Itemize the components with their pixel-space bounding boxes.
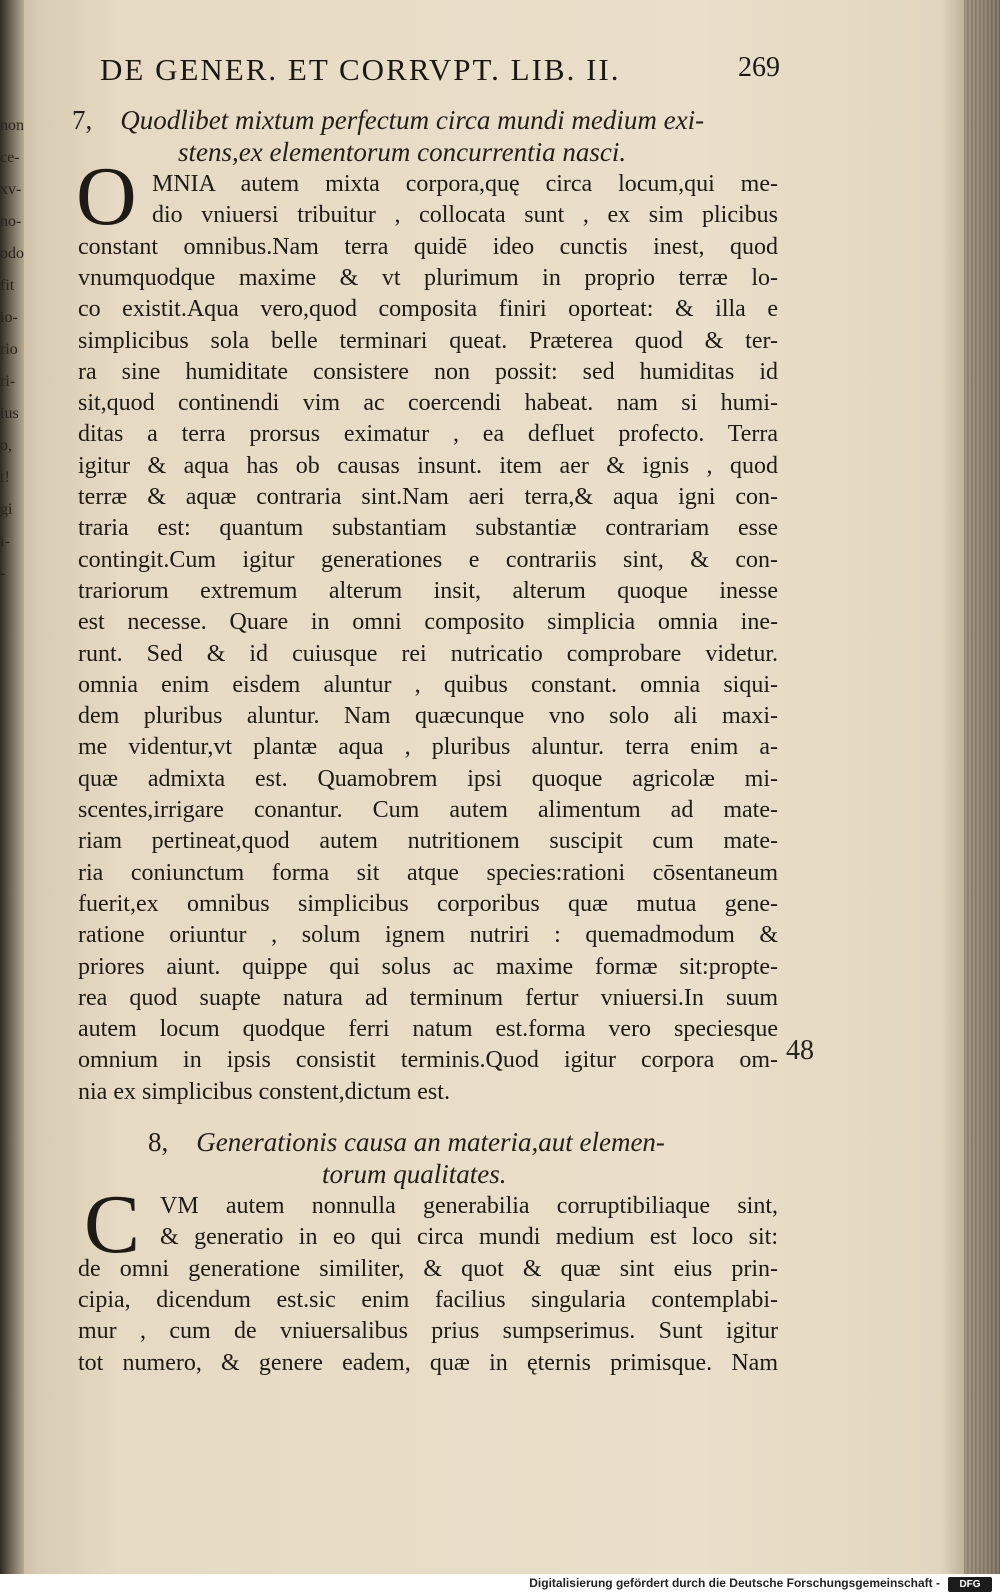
running-head-title: DE GENER. ET CORRVPT. LIB. II. bbox=[100, 52, 621, 87]
previous-page-fragment: i- bbox=[0, 533, 10, 550]
chapter-7-heading-line-2: stens,ex elementorum concurrentia nasci. bbox=[178, 137, 627, 167]
chapter7-line: priores aiunt. quippe qui solus ac maxime formæ sit:propte- bbox=[78, 953, 778, 980]
chapter7-line: omnium in ipsis consistit terminis.Quod igitur corpora om- bbox=[78, 1047, 778, 1074]
chapter7-line: omnia enim eisdem aluntur , quibus constant. omnia siqui- bbox=[78, 671, 778, 698]
chapter7-line: co existit.Aqua vero,quod composita finiri oporteat: & illa e bbox=[78, 296, 778, 323]
chapter8-line: tot numero, & genere eadem, quæ in ęternis primisque. Nam bbox=[78, 1349, 778, 1376]
previous-page-fragment: fit bbox=[0, 277, 15, 294]
chapter7-line: dio vniuersi tribuitur , collocata sunt , ex sim plicibus bbox=[152, 202, 778, 229]
chapter7-line: me videntur,vt plantæ aqua , pluribus aluntur. terra enim a- bbox=[78, 734, 778, 761]
previous-page-fragment: gi bbox=[0, 501, 13, 518]
chapter7-line: MNIA autem mixta corpora,quę circa locum,qui me- bbox=[152, 171, 778, 197]
previous-page-fragment: rio bbox=[0, 341, 18, 358]
previous-page-fragment: odo bbox=[0, 245, 24, 262]
chapter-7-heading-line-1 bbox=[72, 104, 704, 136]
chapter7-line: riam pertineat,quod autem nutritionem suscipit cum mate- bbox=[78, 828, 778, 855]
previous-page-fragment: ce- bbox=[0, 149, 20, 166]
chapter7-line: contingit.Cum igitur generationes e contrariis sint, & con- bbox=[78, 546, 778, 573]
previous-page-fragment: xv- bbox=[0, 181, 22, 198]
chapter7-line: dem pluribus aluntur. Nam quæcunque vno solo ali maxi- bbox=[78, 703, 778, 730]
chapter7-line: trariorum extremum alterum insit, alterum quoque inesse bbox=[78, 577, 778, 604]
dfg-logo: DFG bbox=[948, 1577, 992, 1592]
funding-credit: Digitalisierung gefördert durch die Deutsche Forschungsgemeinschaft - bbox=[529, 1576, 940, 1590]
chapter-8-number: 8, bbox=[148, 1127, 169, 1157]
chapter7-line: est necesse. Quare in omni composito simplicia omnia ine- bbox=[78, 609, 778, 636]
chapter8-line: VM autem nonnulla generabilia corruptibiliaque sint, bbox=[160, 1193, 778, 1219]
chapter7-line: nia ex simplicibus constent,dictum est. bbox=[78, 1078, 450, 1105]
chapter7-line: igitur & aqua has ob causas insunt. item aer & ignis , quod bbox=[78, 452, 778, 479]
chapter-8-heading-text-1: Generationis causa an materia,aut elemen- bbox=[196, 1127, 665, 1157]
previous-page-fragment: non bbox=[0, 117, 24, 134]
chapter-8-heading-line-1 bbox=[148, 1126, 665, 1158]
chapter7-line: runt. Sed & id cuiusque rei nutricatio comprobare videtur. bbox=[78, 640, 778, 667]
chapter7-line: quæ admixta est. Quamobrem ipsi quoque agricolæ mi- bbox=[78, 765, 778, 792]
chapter-7-drop-cap: O bbox=[76, 150, 137, 243]
chapter7-line: ra sine humiditate consistere non possit: sed humiditas id bbox=[78, 358, 778, 385]
chapter7-line: traria est: quantum substantiam substantiæ contrariam esse bbox=[78, 515, 778, 542]
previous-page-fragment: no- bbox=[0, 213, 22, 230]
chapter-7-heading-text-1: Quodlibet mixtum perfectum circa mundi medium exi- bbox=[120, 105, 705, 135]
chapter7-line: ditas a terra prorsus eximatur , ea defluet profecto. Terra bbox=[78, 421, 778, 448]
previous-page-fragment: ius bbox=[0, 405, 19, 422]
previous-page-fragments bbox=[0, 110, 24, 590]
previous-page-edge bbox=[0, 0, 24, 1574]
chapter8-line: mur , cum de vniuersalibus prius sumpserimus. Sunt igitur bbox=[78, 1318, 778, 1345]
chapter7-line: constant omnibus.Nam terra quidē ideo cunctis inest, quod bbox=[78, 233, 778, 260]
previous-page-fragment: o, bbox=[0, 437, 12, 454]
chapter7-line: fuerit,ex omnibus simplicibus corporibus quæ mutua gene- bbox=[78, 890, 778, 917]
previous-page-fragment: t! bbox=[0, 469, 10, 486]
previous-page-fragment: ri- bbox=[0, 373, 16, 390]
chapter7-line: simplicibus sola belle terminari queat. Præterea quod & ter- bbox=[78, 327, 778, 354]
chapter7-line: ratione oriuntur , solum ignem nutriri : quemadmodum & bbox=[78, 922, 778, 949]
chapter-7-number: 7, bbox=[72, 105, 93, 135]
chapter7-line: terræ & aquæ contraria sint.Nam aeri terra,& aqua igni con- bbox=[78, 484, 778, 510]
page-number: 269 bbox=[738, 52, 780, 83]
chapter-8-heading-line-2: torum qualitates. bbox=[322, 1159, 507, 1189]
chapter7-line: autem locum quodque ferri natum est.forma vero speciesque bbox=[78, 1016, 778, 1043]
chapter7-line: vnumquodque maxime & vt plurimum in proprio terræ lo- bbox=[78, 264, 778, 291]
previous-page-fragment: - bbox=[0, 565, 6, 582]
chapter7-line: ria coniunctum forma sit atque species:rationi cōsentaneum bbox=[78, 859, 778, 886]
chapter8-line: de omni generatione similiter, & quot & quæ sint eius prin- bbox=[78, 1255, 778, 1282]
chapter7-line: rea quod suapte natura ad terminum fertur vniuersi.In suum bbox=[78, 984, 778, 1011]
chapter7-line: scentes,irrigare conantur. Cum autem alimentum ad mate- bbox=[78, 797, 778, 823]
running-head bbox=[100, 52, 780, 98]
chapter-8-drop-cap: C bbox=[84, 1178, 141, 1271]
footer-bar bbox=[0, 1574, 1000, 1596]
chapter8-line: cipia, dicendum est.sic enim facilius singularia contemplabi- bbox=[78, 1286, 778, 1313]
chapter8-line: & generatio in eo qui circa mundi medium est loco sit: bbox=[160, 1224, 778, 1251]
page-edges bbox=[964, 0, 1000, 1574]
chapter7-line: sit,quod continendi vim ac coercendi habeat. nam si humi- bbox=[78, 390, 778, 417]
margin-number: 48 bbox=[786, 1035, 814, 1066]
previous-page-fragment: io- bbox=[0, 309, 18, 326]
